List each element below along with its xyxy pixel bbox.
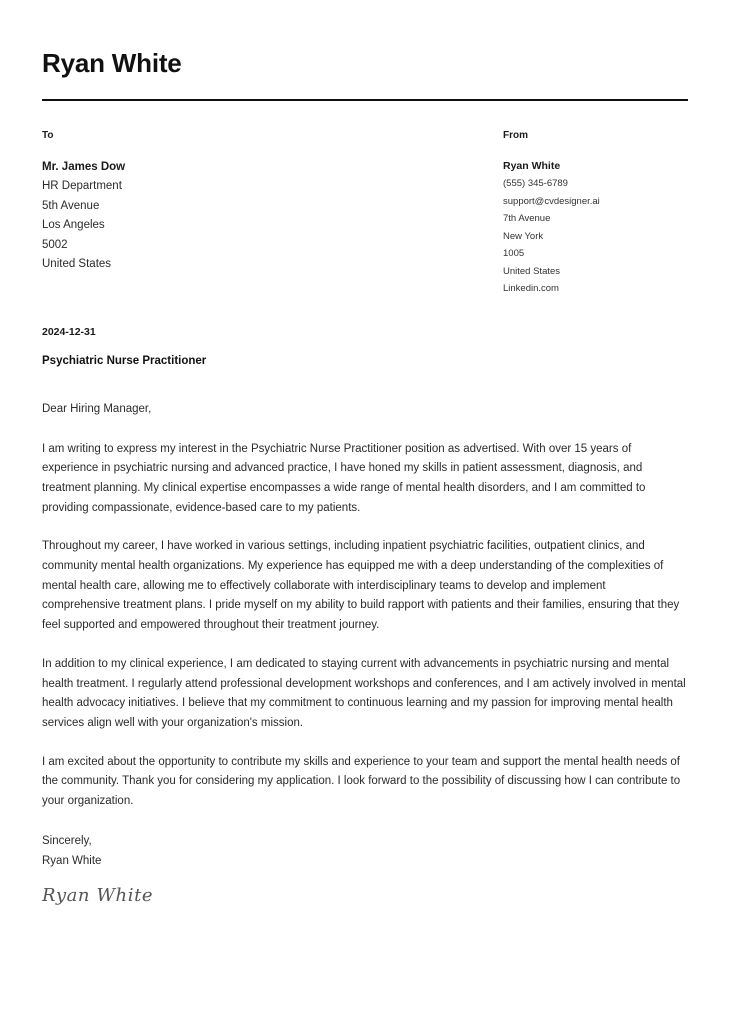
- letter-subject: Psychiatric Nurse Practitioner: [42, 354, 207, 367]
- sender-linkedin: Linkedin.com: [503, 283, 559, 295]
- letter-meta: [42, 326, 688, 369]
- recipient-line: United States: [42, 258, 112, 271]
- letter-paragraph: Throughout my career, I have worked in various settings, including inpatient psychiatric facilities, outpatient clinics, and community mental health organizations. My experience has equipped me with a deep understanding of the complexities of mental health care, allowing me to effectively collaborate with interdisciplinary teams to develop and implement comprehensive treatment plans. I pride myself on my ability to build rapport with patients and their families, ensuring that they feel supported and empowered throughout their treatment journey.: [42, 540, 680, 632]
- letter-paragraph: I am excited about the opportunity to contribute my skills and experience to your team and support the mental health needs of the community. Thank you for considering my application. I look forward to the possibility of discussing how I can contribute to your organization.: [42, 755, 681, 808]
- sender-line: 1005: [503, 248, 525, 260]
- sender-line: United States: [503, 265, 561, 277]
- sender-phone: (555) 345-6789: [503, 178, 568, 190]
- sender-column: [503, 130, 688, 298]
- letter-paragraph: In addition to my clinical experience, I am dedicated to staying current with advancements in psychiatric nursing and mental health treatment. I regularly attend professional development workshops and conferences, and I am actively involved in mental health advocacy initiatives. I believe that my commitment to continuous learning and my passion for improving mental health services align well with your organization's mission.: [42, 657, 686, 729]
- closing-name: Ryan White: [42, 854, 102, 867]
- letter-paragraph: I am writing to express my interest in the Psychiatric Nurse Practitioner position as advertised. With over 15 years of experience in psychiatric nursing and advanced practice, I have honed my skills in patient assessment, diagnosis, and treatment planning. My clinical expertise encompasses a wide range of mental health disorders, and I am committed to providing compassionate, evidence-based care to my patients.: [42, 442, 646, 514]
- recipient-line: 5th Avenue: [42, 199, 100, 212]
- page-title: Ryan White: [42, 48, 182, 78]
- recipient-name: Mr. James Dow: [42, 160, 126, 173]
- sender-label: From: [503, 129, 528, 141]
- header-divider: [42, 99, 688, 101]
- sender-email: support@cvdesigner.ai: [503, 195, 600, 207]
- letter-date: 2024-12-31: [42, 325, 96, 338]
- address-block: [42, 130, 688, 298]
- sender-line: 7th Avenue: [503, 213, 551, 225]
- recipient-line: HR Department: [42, 180, 122, 193]
- closing-phrase: Sincerely,: [42, 834, 92, 847]
- letter-closing: [42, 831, 688, 871]
- signature-image: Ryan White: [42, 884, 154, 906]
- sender-name: Ryan White: [503, 159, 561, 172]
- recipient-column: [42, 130, 503, 298]
- recipient-line: 5002: [42, 238, 68, 251]
- recipient-line: Los Angeles: [42, 219, 105, 232]
- letter-body: [42, 440, 688, 812]
- page-content: [42, 0, 688, 906]
- sender-line: New York: [503, 230, 544, 242]
- letter-salutation: Dear Hiring Manager,: [42, 403, 152, 416]
- recipient-label: To: [42, 129, 54, 141]
